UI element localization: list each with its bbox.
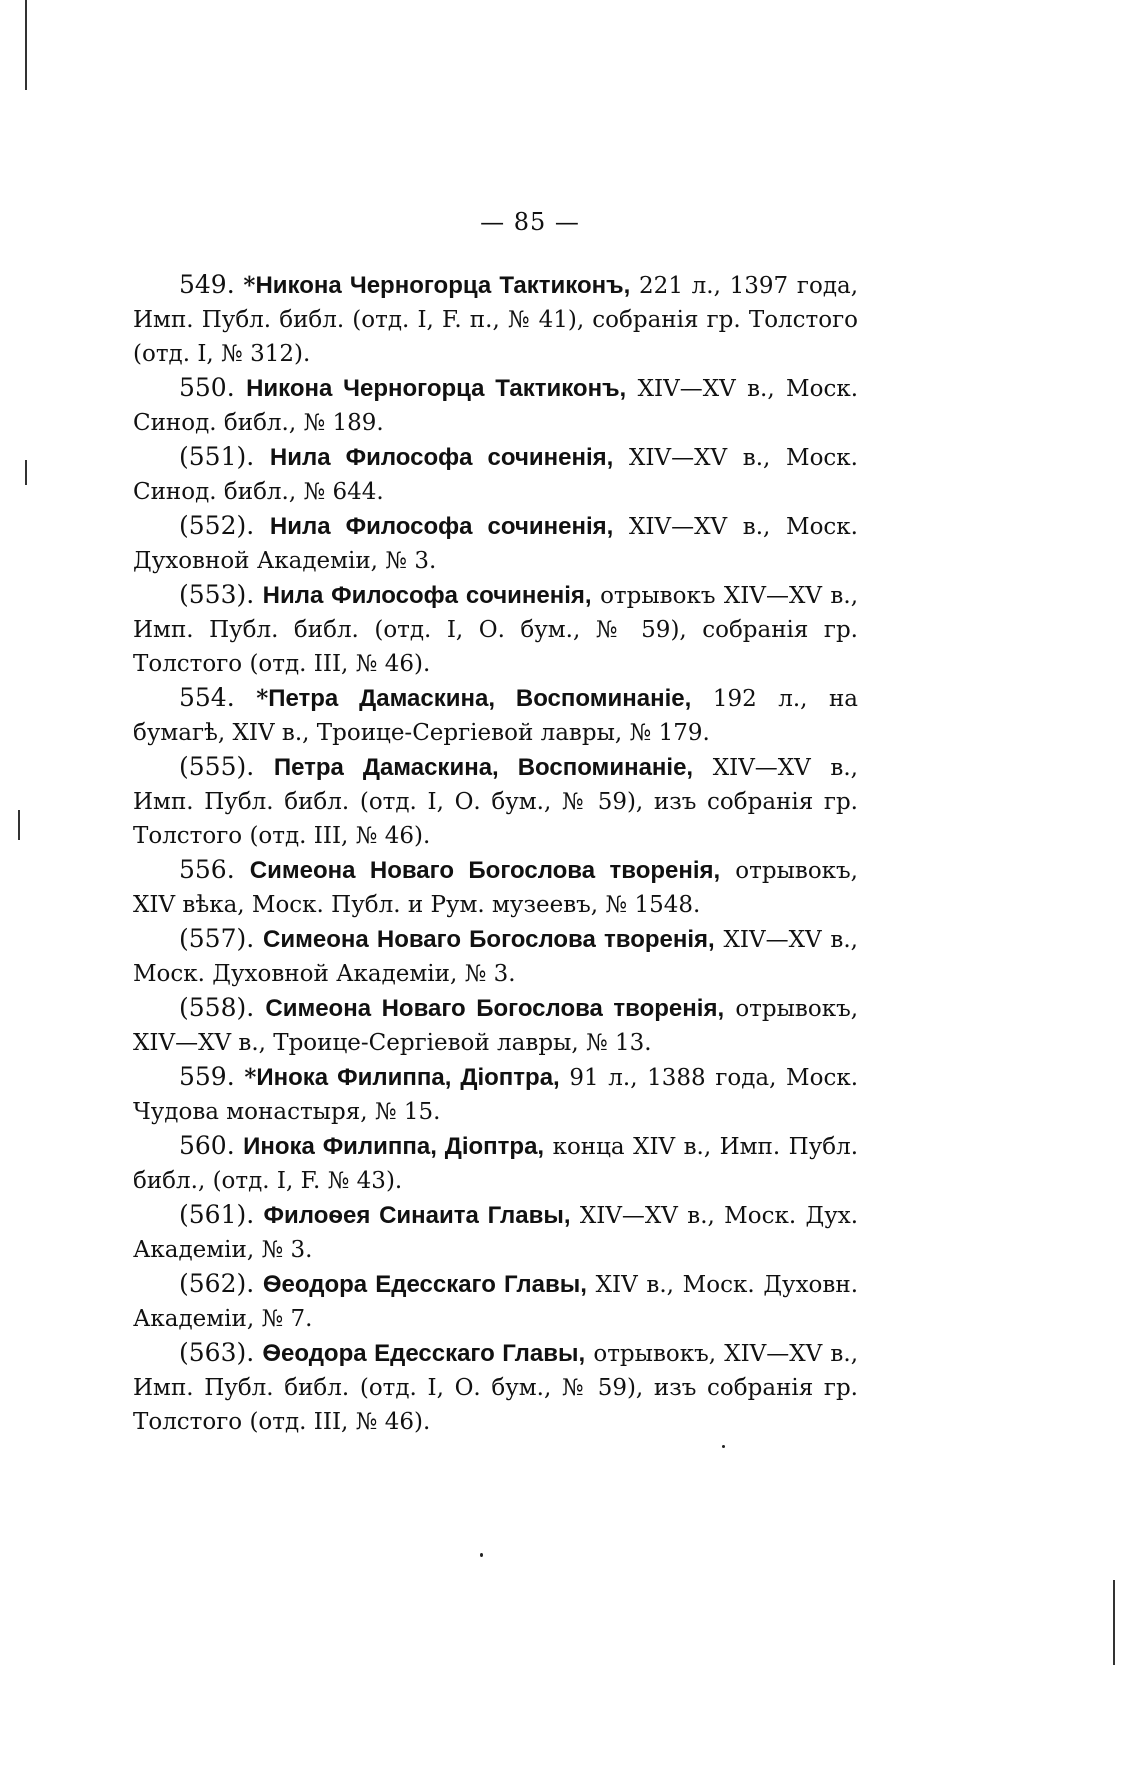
entry-number: 554. xyxy=(179,683,235,712)
entry-title: Нила Философа сочиненія, xyxy=(269,444,614,471)
entry-title: Ѳеодора Едесскаго Главы, xyxy=(262,1340,586,1367)
entry-description: XIV—XV в., Имп. Публ. библ. (отд. I, О. бум., № 59), изъ собранія гр. Толстого (отд. III, № 46). xyxy=(133,755,858,849)
entry-title: Симеона Новаго Богослова творенія, xyxy=(265,995,725,1022)
entry-title: Филоѳея Синаита Главы, xyxy=(263,1202,571,1229)
page-number: — 85 — xyxy=(480,208,580,236)
speck xyxy=(722,1445,725,1448)
catalog-entry xyxy=(133,853,858,922)
entry-star: * xyxy=(244,1064,257,1091)
entry-number: (563). xyxy=(179,1338,255,1367)
catalog-entry xyxy=(133,1336,858,1439)
entry-number: (552). xyxy=(179,511,255,540)
entry-star: * xyxy=(243,272,256,299)
catalog-entry xyxy=(133,1198,858,1267)
catalog-entry xyxy=(133,578,858,681)
entry-number: 560. xyxy=(179,1131,235,1160)
entry-star: * xyxy=(256,685,269,712)
catalog-entry xyxy=(133,1129,858,1198)
catalog-entry xyxy=(133,1060,858,1129)
page-edge-mark xyxy=(25,460,27,485)
catalog-entry xyxy=(133,509,858,578)
entry-description: 221 л., 1397 года, Имп. Публ. библ. (отд. I, F. п., № 41), собранія гр. Толстого (отд. I, № 312). xyxy=(133,273,859,367)
entry-title: Никона Черногорца Тактиконъ, xyxy=(246,375,627,402)
entry-number: 550. xyxy=(179,373,235,402)
entry-description: XIV—XV в., Моск. Синод. библ., № 189. xyxy=(133,376,859,436)
entry-description: XIV—XV в., Моск. Синод. библ., № 644. xyxy=(133,445,858,505)
entry-title: Инока Филиппа, Діоптра, xyxy=(243,1133,545,1160)
catalog-entry xyxy=(133,1267,858,1336)
entry-number: 556. xyxy=(179,855,235,884)
entry-number: 549. xyxy=(179,270,235,299)
entry-title: Симеона Новаго Богослова творенія, xyxy=(249,857,721,884)
entry-number: (561). xyxy=(179,1200,255,1229)
entry-description: 91 л., 1388 года, Моск. Чудова монастыря, № 15. xyxy=(133,1065,859,1125)
page-edge-mark xyxy=(1113,1580,1115,1665)
catalog-entry xyxy=(133,681,858,750)
entry-description: отрывокъ, XIV—XV в., Имп. Публ. библ. (отд. I, О. бум., № 59), изъ собранія гр. Толстого (отд. III, № 46). xyxy=(133,1341,859,1435)
entry-number: (562). xyxy=(179,1269,255,1298)
entry-title: Петра Дамаскина, Воспоминаніе, xyxy=(268,685,692,712)
catalog-entry xyxy=(133,440,858,509)
catalog-entry xyxy=(133,750,858,853)
entry-description: отрывокъ, XIV—XV в., Троице-Сергіевой лавры, № 13. xyxy=(133,996,859,1056)
entry-number: (551). xyxy=(179,442,255,471)
entry-number: (558). xyxy=(179,993,255,1022)
entry-title: Инока Филиппа, Діоптра, xyxy=(256,1064,560,1091)
entry-description: XIV—XV в., Моск. Духовной Академіи, № 3. xyxy=(133,927,858,987)
catalog-entry xyxy=(133,922,858,991)
entry-description: 192 л., на бумагѣ, XIV в., Троице-Сергіевой лавры, № 179. xyxy=(133,686,859,746)
entry-title: Симеона Новаго Богослова творенія, xyxy=(263,926,715,953)
entry-title: Ѳеодора Едесскаго Главы, xyxy=(262,1271,587,1298)
entry-description: отрывокъ, XIV вѣка, Моск. Публ. и Рум. музеевъ, № 1548. xyxy=(133,858,858,918)
catalog-entry xyxy=(133,371,858,440)
entry-number: (557). xyxy=(179,924,255,953)
entry-description: XIV—XV в., Моск. Духовной Академіи, № 3. xyxy=(133,514,858,574)
entry-number: (553). xyxy=(179,580,255,609)
entry-title: Нила Философа сочиненія, xyxy=(269,513,614,540)
entry-description: конца XIV в., Имп. Публ. библ., (отд. I, F. № 43). xyxy=(133,1134,859,1194)
entry-description: отрывокъ XIV—XV в., Имп. Публ. библ. (отд. I, О. бум., № 59), собранія гр. Толстого (отд. III, № 46). xyxy=(133,583,859,677)
catalog-entry xyxy=(133,991,858,1060)
entry-title: Нила Философа сочиненія, xyxy=(262,582,592,609)
entry-title: Никона Черногорца Тактиконъ, xyxy=(255,272,631,299)
catalog-entry xyxy=(133,268,858,371)
entry-number: (555). xyxy=(179,752,255,781)
entry-title: Петра Дамаскина, Воспоминаніе, xyxy=(273,754,694,781)
entry-description: XIV—XV в., Моск. Дух. Академіи, № 3. xyxy=(133,1203,859,1263)
page-edge-mark xyxy=(18,810,20,840)
page-edge-mark xyxy=(25,0,27,90)
speck xyxy=(480,1553,483,1557)
entry-number: 559. xyxy=(179,1062,235,1091)
catalog-entries xyxy=(133,268,858,1439)
entry-description: XIV в., Моск. Духовн. Академіи, № 7. xyxy=(133,1272,858,1332)
